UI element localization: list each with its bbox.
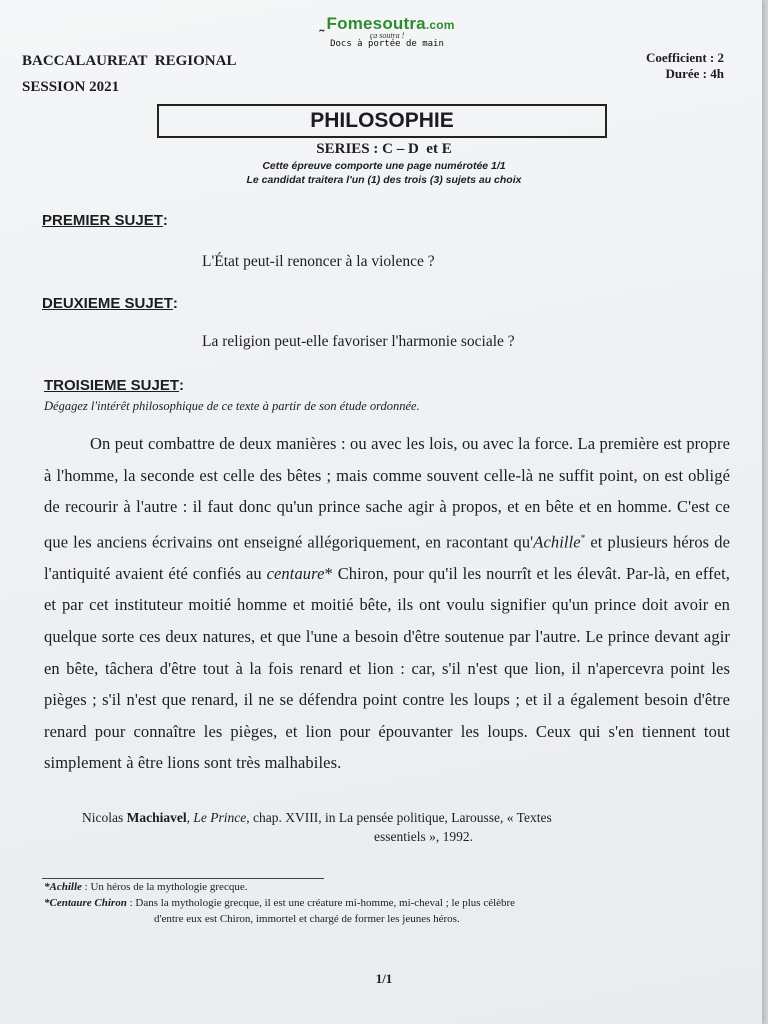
troisieme-sujet-label: TROISIEME SUJET	[44, 377, 180, 394]
deuxieme-sujet-colon: :	[172, 295, 178, 312]
coefficient: Coefficient : 2	[646, 50, 724, 65]
exam-session: SESSION 2021	[22, 79, 120, 95]
author-first-name: Nicolas	[82, 810, 127, 825]
runner-icon: ˷	[319, 16, 325, 33]
deuxieme-sujet-question: La religion peut-elle favoriser l'harmonie sociale ?	[202, 333, 515, 350]
logo-slogan: ça soutra !	[369, 31, 405, 40]
choice-note: Le candidat traitera l'un (1) des trois (3) sujets au choix	[246, 174, 522, 186]
footnote-achille	[44, 879, 247, 895]
series-line: SERIES : C – D et E	[316, 141, 452, 157]
footnote-centaure-term: *Centaure Chiron	[44, 897, 127, 909]
exam-name: BACCALAUREAT REGIONAL	[22, 53, 237, 69]
page-count-note: Cette épreuve comporte une page numérotée 1/1	[262, 160, 506, 172]
footnote-centaure-def: : Dans la mythologie grecque, il est une créature mi-homme, mi-cheval ; le plus célèbre	[126, 897, 516, 909]
page-number: 1/1	[375, 971, 393, 986]
centaure-term: centaure	[266, 563, 325, 583]
exam-meta	[646, 50, 724, 82]
deuxieme-sujet-heading	[42, 295, 178, 312]
achille-term: Achille	[533, 532, 581, 552]
author-last-name: Machiavel	[126, 810, 187, 825]
citation-details: , chap. XVIII, in La pensée politique, Larousse, « Textes	[246, 810, 552, 825]
troisieme-sujet-instruction: Dégagez l'intérêt philosophique de ce texte à partir de son étude ordonnée.	[44, 399, 420, 413]
text-part-3: Chiron, pour qu'il les nourrît et les élevât. Par-là, en effet, et par cet instituteur moitié homme et moitié bête, ils ont voulu signifier qu'un prince doit avoir en quelque sorte ces deux natures, et que l'une a besoin d'être soutenue par l'autre. Le prince devant agir en bête, tâchera d'être tout à la fois renard et lion : car, s'il n'est que lion, il n'apercevra point les pièges ; s'il n'est que renard, il ne se défendra point contre les loups ; et il a également besoin d'être renard pour connaître les pièges, et lion pour épouvanter les loups. Ceux qui s'en tiennent tout simplement à être lions sont très malhabiles.	[44, 563, 731, 773]
work-title: Le Prince	[193, 810, 247, 825]
troisieme-sujet-colon: :	[179, 377, 185, 394]
logo-name: Fomesoutra	[326, 14, 426, 33]
duration: Durée : 4h	[665, 66, 724, 81]
machiavel-text	[44, 428, 730, 779]
citation	[82, 808, 662, 846]
citation-details-end: essentiels », 1992.	[374, 829, 473, 844]
logo-suffix: .com	[425, 18, 455, 32]
logo-tagline: Docs à portée de main	[330, 39, 444, 49]
deuxieme-sujet-label: DEUXIEME SUJET	[42, 295, 173, 312]
exam-header	[22, 48, 236, 100]
premier-sujet-question: L'État peut-il renoncer à la violence ?	[202, 253, 435, 270]
troisieme-sujet-heading	[44, 377, 184, 394]
achille-footnote-mark: *	[580, 532, 586, 543]
text-part-1: On peut combattre de deux manières : ou avec les lois, ou avec la force. La première est propre à l'homme, la seconde est celle des bêtes ; mais comme souvent celle-là ne suffit point, on est obligé de recourir à l'autre : il faut donc qu'un prince sache agir à propos, et en bête et en homme. C'est ce que les anciens écrivains ont enseigné allégoriquement, en racontant qu'	[44, 434, 730, 552]
footnote-centaure-def-cont: d'entre eux est Chiron, immortel et chargé de former les jeunes héros.	[154, 913, 460, 925]
exam-instructions	[0, 159, 768, 187]
centaure-footnote-mark: *	[324, 563, 333, 583]
premier-sujet-label: PREMIER SUJET	[42, 212, 163, 229]
premier-sujet-colon: :	[162, 212, 168, 229]
subject-title: PHILOSOPHIE	[157, 104, 607, 138]
site-logo[interactable]	[292, 14, 482, 49]
premier-sujet-heading	[42, 212, 168, 229]
text-part-2: et plusieurs héros de l'antiquité avaient été confiés au	[44, 532, 730, 583]
citation-separator: ,	[186, 810, 194, 825]
footnote-centaure	[44, 895, 515, 927]
footnote-achille-def: : Un héros de la mythologie grecque.	[81, 881, 248, 893]
footnote-achille-term: *Achille	[44, 881, 82, 893]
